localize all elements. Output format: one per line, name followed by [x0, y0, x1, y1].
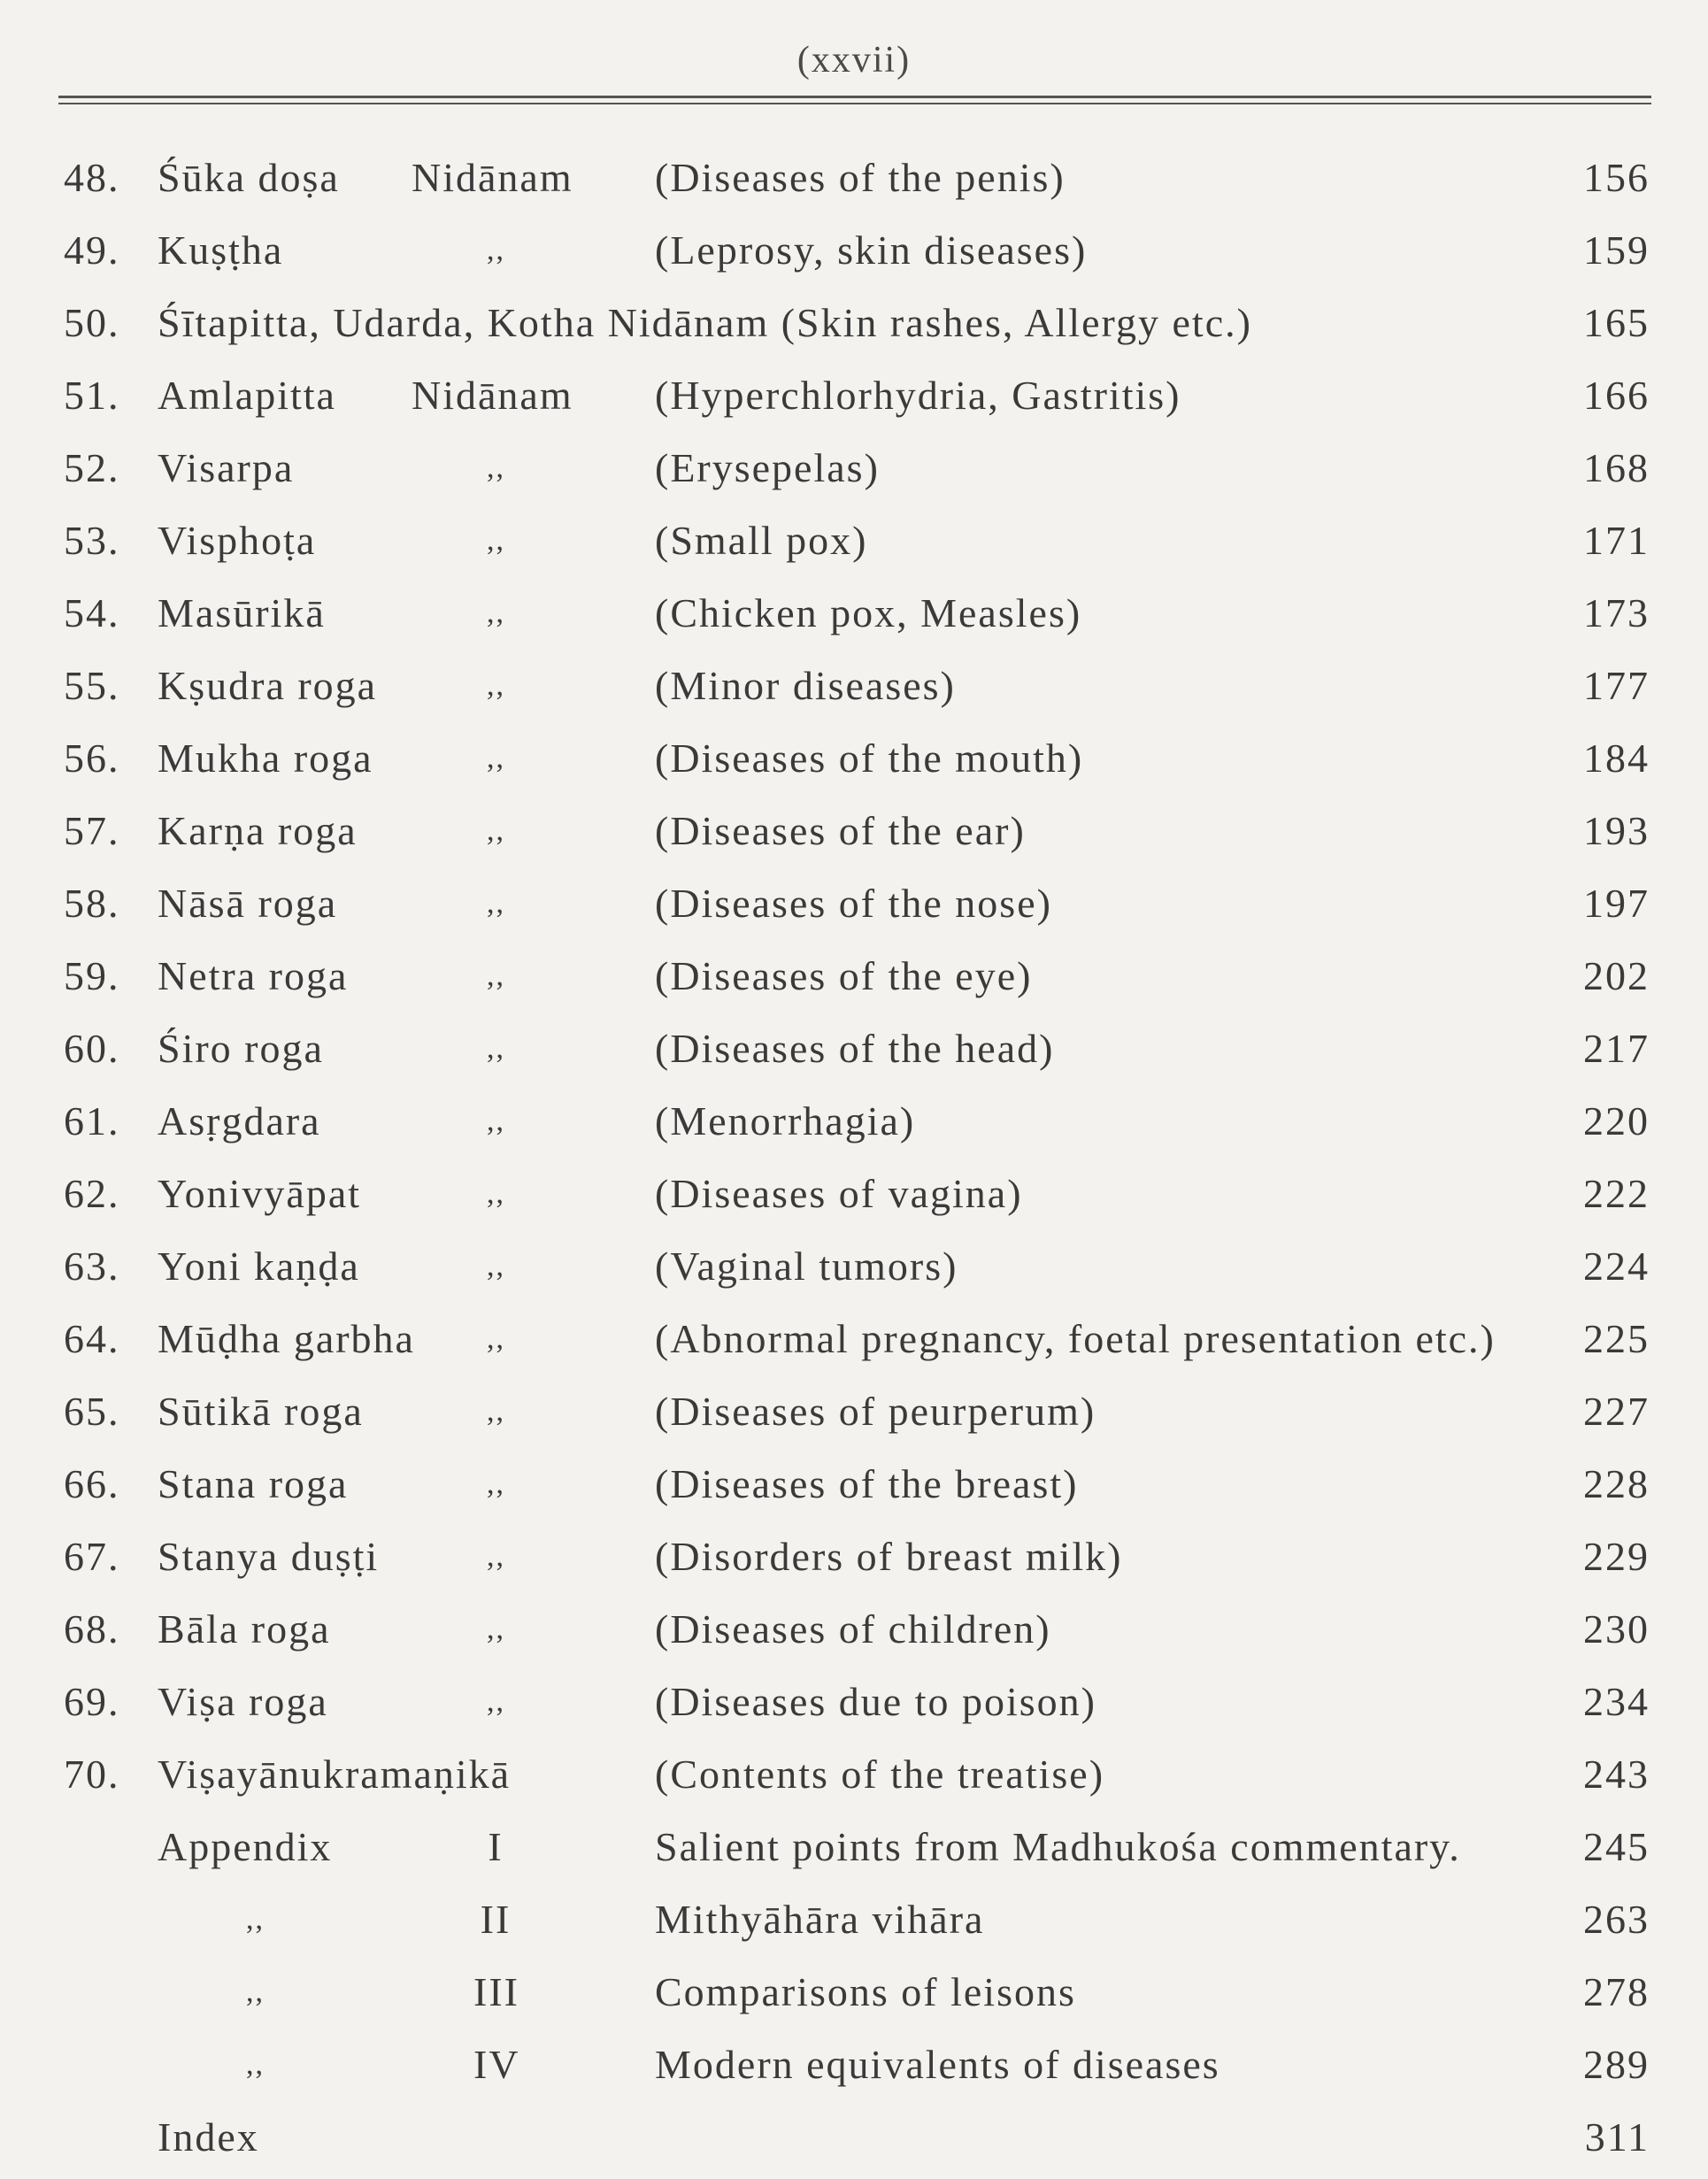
entry-nidanam: Nidānam [412, 155, 573, 200]
toc-entry [0, 940, 1708, 1013]
entry-title: Visphoṭa [158, 518, 317, 563]
entry-title: Śītapitta, Udarda, Kotha Nidānam (Skin rashes, Allergy etc.) [158, 300, 1252, 345]
entry-page: 234 [1583, 1679, 1650, 1724]
entry-page: 222 [1583, 1171, 1650, 1216]
ditto-mark: ,, [487, 524, 505, 557]
toc-entry [0, 359, 1708, 432]
entry-description: (Vaginal tumors) [655, 1243, 958, 1289]
entry-number: 59. [64, 953, 120, 998]
entry-description: (Diseases of the mouth) [655, 735, 1084, 781]
index-entry [0, 2101, 1708, 2175]
appendix-page: 289 [1583, 2042, 1650, 2087]
ditto-mark: ,, [487, 1250, 505, 1282]
toc-entry [0, 1158, 1708, 1230]
table-of-contents [0, 142, 1708, 2175]
entry-number: 61. [64, 1098, 120, 1143]
appendix-description: Salient points from Madhukośa commentary. [655, 1824, 1461, 1869]
ditto-mark: ,, [487, 1105, 505, 1137]
ditto-mark: ,, [246, 1903, 265, 1936]
entry-description: (Diseases of the eye) [655, 953, 1033, 998]
ditto-mark: ,, [487, 814, 505, 847]
entry-number: 66. [64, 1461, 120, 1506]
entry-title: Bāla roga [158, 1606, 331, 1652]
entry-title: Asṛgdara [158, 1098, 321, 1143]
appendix-entry [0, 1883, 1708, 1956]
entry-number: 68. [64, 1606, 120, 1652]
entry-description: (Diseases due to poison) [655, 1679, 1096, 1724]
entry-description: (Small pox) [655, 518, 868, 563]
entry-page: 166 [1583, 373, 1650, 418]
ditto-mark: ,, [487, 451, 505, 484]
entry-number: 56. [64, 735, 120, 781]
appendix-description: Modern equivalents of diseases [655, 2042, 1220, 2087]
appendix-number: II [480, 1897, 512, 1942]
entry-page: 168 [1583, 445, 1650, 490]
toc-entry [0, 650, 1708, 722]
entry-title: Kuṣṭha [158, 227, 284, 273]
index-label: Index [158, 2114, 259, 2160]
ditto-mark: ,, [487, 597, 505, 629]
entry-description: (Diseases of the nose) [655, 881, 1052, 926]
entry-page: 225 [1583, 1316, 1650, 1361]
header-rule-top [58, 96, 1651, 98]
entry-title: Karṇa roga [158, 808, 358, 853]
toc-entry [0, 1303, 1708, 1375]
appendix-page: 263 [1583, 1897, 1650, 1942]
ditto-mark: ,, [246, 2048, 265, 2081]
entry-title: Stana roga [158, 1461, 349, 1506]
entry-description: (Chicken pox, Measles) [655, 590, 1082, 635]
ditto-mark: ,, [487, 234, 505, 266]
entry-title: Mūḍha garbha [158, 1316, 415, 1361]
entry-page: 193 [1583, 808, 1650, 853]
entry-number: 67. [64, 1534, 120, 1579]
entry-description: (Menorrhagia) [655, 1098, 916, 1143]
entry-title: Sūtikā roga [158, 1389, 364, 1434]
entry-title: Yoni kaṇḍa [158, 1243, 360, 1289]
ditto-mark: ,, [487, 1613, 505, 1645]
entry-page: 220 [1583, 1098, 1650, 1143]
entry-title: Viṣayānukramaṇikā [158, 1752, 512, 1797]
entry-page: 159 [1583, 227, 1650, 273]
entry-description: (Diseases of peurperum) [655, 1389, 1096, 1434]
entry-description: (Erysepelas) [655, 445, 880, 490]
entry-page: 217 [1583, 1026, 1650, 1071]
toc-entry [0, 1593, 1708, 1666]
toc-entry [0, 1521, 1708, 1593]
entry-title: Śūka doṣa [158, 155, 340, 200]
entry-title: Stanya duṣṭi [158, 1534, 380, 1579]
entry-number: 49. [64, 227, 120, 273]
entry-page: 230 [1583, 1606, 1650, 1652]
entry-number: 52. [64, 445, 120, 490]
ditto-mark: ,, [487, 669, 505, 702]
ditto-mark: ,, [487, 959, 505, 992]
entry-page: 227 [1583, 1389, 1650, 1434]
ditto-mark: ,, [487, 1395, 505, 1428]
ditto-mark: ,, [487, 887, 505, 920]
entry-number: 50. [64, 300, 120, 345]
appendix-label: Appendix [158, 1824, 333, 1869]
entry-description: (Minor diseases) [655, 663, 956, 708]
entry-title: Yonivyāpat [158, 1171, 362, 1216]
entry-page: 165 [1583, 300, 1650, 345]
entry-title: Nāsā roga [158, 881, 338, 926]
entry-page: 202 [1583, 953, 1650, 998]
appendix-description: Comparisons of leisons [655, 1969, 1076, 2014]
appendix-number: IV [473, 2042, 520, 2087]
toc-entry [0, 1085, 1708, 1158]
toc-entry [0, 795, 1708, 867]
entry-page: 228 [1583, 1461, 1650, 1506]
entry-page: 171 [1583, 518, 1650, 563]
entry-nidanam: Nidānam [412, 373, 573, 418]
toc-entry [0, 432, 1708, 504]
toc-entry [0, 1230, 1708, 1303]
entry-number: 64. [64, 1316, 120, 1361]
appendix-entry [0, 2029, 1708, 2101]
toc-entry [0, 142, 1708, 214]
ditto-mark: ,, [246, 1975, 265, 2008]
entry-number: 58. [64, 881, 120, 926]
toc-entry [0, 722, 1708, 795]
entry-title: Kṣudra roga [158, 663, 378, 708]
appendix-page: 278 [1583, 1969, 1650, 2014]
appendix-number: III [473, 1969, 519, 2014]
index-page: 311 [1584, 2114, 1650, 2160]
appendix-entry [0, 1811, 1708, 1883]
toc-entry [0, 1738, 1708, 1811]
entry-number: 70. [64, 1752, 120, 1797]
toc-entry [0, 287, 1708, 359]
appendix-page: 245 [1583, 1824, 1650, 1869]
entry-description: (Diseases of the breast) [655, 1461, 1079, 1506]
entry-number: 54. [64, 590, 120, 635]
appendix-description: Mithyāhāra vihāra [655, 1897, 985, 1942]
entry-description: (Leprosy, skin diseases) [655, 227, 1088, 273]
entry-number: 51. [64, 373, 120, 418]
entry-title: Viṣa roga [158, 1679, 328, 1724]
entry-description: (Diseases of the head) [655, 1026, 1055, 1071]
entry-number: 63. [64, 1243, 120, 1289]
entry-page: 177 [1583, 663, 1650, 708]
entry-page: 197 [1583, 881, 1650, 926]
entry-number: 55. [64, 663, 120, 708]
appendix-entry [0, 1956, 1708, 2029]
entry-description: (Diseases of vagina) [655, 1171, 1023, 1216]
entry-description: (Hyperchlorhydria, Gastritis) [655, 373, 1181, 418]
toc-entry [0, 1013, 1708, 1085]
entry-number: 48. [64, 155, 120, 200]
ditto-mark: ,, [487, 1322, 505, 1355]
entry-page: 229 [1583, 1534, 1650, 1579]
header-rule-bottom [58, 103, 1651, 104]
entry-number: 60. [64, 1026, 120, 1071]
appendix-number: I [488, 1824, 504, 1869]
entry-title: Masūrikā [158, 590, 326, 635]
entry-number: 57. [64, 808, 120, 853]
entry-title: Netra roga [158, 953, 349, 998]
ditto-mark: ,, [487, 742, 505, 774]
toc-entry [0, 214, 1708, 287]
entry-title: Śiro roga [158, 1026, 324, 1071]
toc-entry [0, 1375, 1708, 1448]
entry-page: 173 [1583, 590, 1650, 635]
ditto-mark: ,, [487, 1540, 505, 1573]
entry-description: (Diseases of children) [655, 1606, 1051, 1652]
entry-page: 224 [1583, 1243, 1650, 1289]
toc-entry [0, 1448, 1708, 1521]
entry-description: (Abnormal pregnancy, foetal presentation etc.) [655, 1316, 1496, 1361]
entry-number: 65. [64, 1389, 120, 1434]
entry-number: 53. [64, 518, 120, 563]
ditto-mark: ,, [487, 1032, 505, 1065]
entry-description: (Contents of the treatise) [655, 1752, 1105, 1797]
entry-page: 243 [1583, 1752, 1650, 1797]
toc-entry [0, 867, 1708, 940]
entry-title: Visarpa [158, 445, 295, 490]
entry-page: 156 [1583, 155, 1650, 200]
entry-description: (Diseases of the penis) [655, 155, 1066, 200]
page-number: (xxvii) [796, 40, 912, 81]
entry-description: (Disorders of breast milk) [655, 1534, 1123, 1579]
toc-entry [0, 577, 1708, 650]
toc-entry [0, 504, 1708, 577]
entry-number: 69. [64, 1679, 120, 1724]
entry-number: 62. [64, 1171, 120, 1216]
toc-entry [0, 1666, 1708, 1738]
ditto-mark: ,, [487, 1467, 505, 1500]
entry-title: Amlapitta [158, 373, 336, 418]
entry-page: 184 [1583, 735, 1650, 781]
entry-title: Mukha roga [158, 735, 373, 781]
ditto-mark: ,, [487, 1177, 505, 1210]
ditto-mark: ,, [487, 1685, 505, 1718]
entry-description: (Diseases of the ear) [655, 808, 1026, 853]
